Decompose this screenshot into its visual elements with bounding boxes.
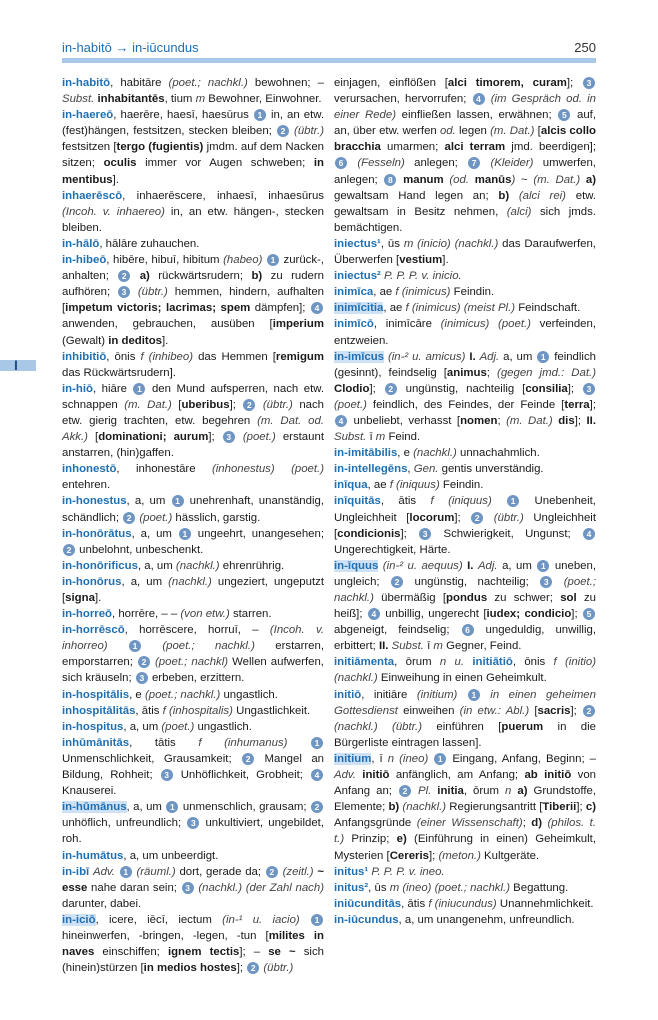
thumb-index-tab <box>0 357 36 373</box>
example-phrase: manūs <box>474 173 512 186</box>
sense-number-badge: 2 <box>385 383 397 395</box>
dictionary-entry: initium, ī n (ineo) 1 Eingang, Anfang, Beginn; – Adv. initiō anfänglich, am Anfang; ab initiō von Anfang an; 2 Pl. initia, ōrum n a) Grundstoffe, Elemente; b) (nachkl.) Regierungsantritt [Tiberii]; c) Anfangsgründe (einer Wissenschaft); d) (philos. t. t.) Prinzip; e) (Einführung in einen) Geheimkult, Mysterien [Cereris]; (meton.) Kultgeräte. <box>334 752 597 862</box>
grammar-note: f (iniquus) <box>389 479 440 492</box>
headword: in-hiō <box>62 382 93 395</box>
dictionary-entry: in-honōrus, a, um (nachkl.) ungeziert, ungeputzt [signa]. <box>62 575 324 604</box>
headword: in-honōrificus <box>62 559 138 572</box>
dictionary-entry: inimīcō, inimīcāre (inimicus) (poet.) verfeinden, entzweien. <box>334 318 597 347</box>
grammar-note: f (inhospitalis) <box>162 704 233 717</box>
grammar-note: (nachkl.) (übtr.) <box>334 720 422 733</box>
sense-number-badge: 4 <box>311 302 323 314</box>
dictionary-entry: inhonestō, inhonestāre (inhonestus) (poet.) entehren. <box>62 463 324 492</box>
dictionary-entry: in-imitābilis, e (nachkl.) unnachahmlich. <box>334 447 540 460</box>
grammar-note: (in-¹ u. iacio) <box>222 913 300 926</box>
headword: initiāmenta <box>334 656 395 669</box>
grammar-note: (übtr.) <box>493 511 524 524</box>
dictionary-column-right <box>334 75 596 928</box>
example-phrase: alcis collo bracchia <box>334 125 596 154</box>
sense-number-badge: 4 <box>473 93 485 105</box>
example-phrase: inhabitantēs <box>97 93 165 106</box>
example-phrase: condicionis <box>337 527 401 540</box>
sense-number-badge: 2 <box>63 544 75 556</box>
sense-number-badge: 2 <box>277 125 289 137</box>
sense-number-badge: 2 <box>247 962 259 974</box>
sense-number-badge: 2 <box>123 512 135 524</box>
example-phrase: b) <box>498 189 510 202</box>
headword: inhospitālitās <box>62 704 136 717</box>
dictionary-entry: in-hibeō, hibēre, hibuī, hibitum (habeo) 1 zurück-, anhalten; 2 a) rückwärtsrudern; b) zu rudern aufhören; 3 (übtr.) hemmen, hindern, aufhalten [impetum victoris; lacrimas; spem dämpfen]; 4 anwenden, gebrauchen, ausüben [imperium (Gewalt) in deditos]. <box>62 254 324 347</box>
dictionary-entry: in-haereō, haerēre, haesī, haesūrus 1 in, an etw. (fest)hängen, festsitzen, stecken bleiben; 2 (übtr.) festsitzen [tergo (fugientis) jmdm. auf dem Nacken sitzen; oculis immer vor Augen schweben; in mentibus]. <box>62 109 325 186</box>
sense-number-badge: 1 <box>172 495 184 507</box>
grammar-note: m <box>375 431 386 444</box>
example-phrase: ignem tectis <box>167 946 240 959</box>
sense-number-badge: 1 <box>166 801 178 813</box>
dictionary-entry: initiāmenta, ōrum n u. initiātiō, ōnis f (initio) (nachkl.) Einweihung in einen Geheimkult. <box>334 656 597 685</box>
example-phrase: in deditos <box>108 334 162 347</box>
headword: initium <box>334 752 372 765</box>
sense-number-badge: 1 <box>434 753 446 765</box>
running-header <box>62 38 596 60</box>
sense-number-badge: 2 <box>311 801 323 813</box>
grammar-note: Subst. <box>62 93 95 106</box>
grammar-note: in einen geheimen Gottesdienst <box>334 688 596 717</box>
grammar-note: m (inicio) (nachkl.) <box>403 237 499 250</box>
sense-number-badge: 2 <box>399 785 411 797</box>
headword: in-īquus <box>334 559 379 572</box>
sense-number-badge: 1 <box>507 495 519 507</box>
sense-number-badge: 2 <box>583 705 595 717</box>
grammar-note: (poet.) <box>139 511 173 524</box>
grammar-note: m (ineo) (poet.; nachkl.) <box>389 881 510 894</box>
sense-number-badge: 6 <box>335 157 347 169</box>
example-phrase: ab initiō <box>524 769 572 782</box>
grammar-note: Subst. <box>334 431 367 444</box>
grammar-note: Adv. <box>92 865 115 878</box>
dictionary-entry: initus², ūs m (ineo) (poet.; nachkl.) Begattung. <box>334 881 569 894</box>
grammar-note: (meton.) <box>438 849 481 862</box>
headword: in-hūmānus <box>62 801 127 814</box>
example-phrase: vestium <box>399 254 443 267</box>
headword: inīqua <box>334 479 368 492</box>
dictionary-entry: in-hospitālis, e (poet.; nachkl.) ungastlich. <box>62 688 278 701</box>
headword: in-imitābilis <box>334 447 398 460</box>
grammar-note: (m. Dat. od. Akk.) <box>62 414 324 444</box>
example-phrase: II. <box>586 414 597 427</box>
grammar-note: f (iniucundus) <box>428 897 497 910</box>
grammar-note: (habeo) <box>223 254 263 267</box>
headword: in-hospitus <box>62 720 124 733</box>
example-phrase: signa <box>65 592 95 604</box>
example-phrase: nomen <box>460 414 498 427</box>
grammar-note: (von etw.) <box>180 608 230 621</box>
sense-number-badge: 1 <box>267 254 279 266</box>
grammar-note: Adj. <box>477 559 498 572</box>
example-phrase: ~ esse <box>62 865 325 894</box>
dictionary-entry: in-humātus, a, um unbeerdigt. <box>62 849 219 862</box>
grammar-note: Subst. <box>391 640 424 653</box>
grammar-note: (räuml.) <box>136 865 176 878</box>
dictionary-entry: inimīca, ae f (inimicus) Feindin. <box>334 286 495 299</box>
headword: in-hospitālis <box>62 688 130 701</box>
example-phrase: a) <box>517 785 528 798</box>
sense-number-badge: 2 <box>391 576 403 588</box>
dictionary-entry: in-honestus, a, um 1 unehrenhaft, unanständig, schändlich; 2 (poet.) hässlich, garstig. <box>62 495 325 524</box>
grammar-note: Adj. <box>479 350 500 363</box>
page-number: 250 <box>574 40 596 55</box>
grammar-note: (inhonestus) (poet.) <box>211 463 324 476</box>
sense-number-badge: 3 <box>136 672 148 684</box>
example-phrase: alci timorem, curam <box>447 77 567 89</box>
dictionary-entry: in-iciō, icere, iēcī, iectum (in-¹ u. iacio) 1 hineinwerfen, -bringen, -legen, -tun [milites in naves einschiffen; ignem tectis]; – se ~ sich (hinein)stürzen [in medios hostes]; 2 (übtr.) <box>62 913 325 975</box>
headword: iniūcunditās <box>334 897 402 910</box>
headword: inimīcitia <box>334 302 384 315</box>
grammar-note: (poet.; nachkl) <box>155 656 229 669</box>
example-phrase: II. <box>378 640 389 653</box>
dictionary-entry: in-horreō, horrēre, – – (von etw.) starren. <box>62 608 272 621</box>
grammar-note: (m. Dat.) <box>490 125 535 138</box>
grammar-note: n (ineo) <box>387 752 429 765</box>
grammar-note: P. P. P. v. ineo. <box>371 865 445 878</box>
dictionary-entry: inhospitālitās, ātis f (inhospitalis) Ungastlichkeit. <box>62 704 311 717</box>
example-phrase: dominationi; aurum <box>98 431 209 444</box>
example-phrase: pondus <box>446 592 488 604</box>
grammar-note: n <box>505 785 512 798</box>
dictionary-entry: inīqua, ae f (iniquus) Feindin. <box>334 479 484 492</box>
headword: initus² <box>334 881 369 894</box>
sense-number-badge: 1 <box>537 560 549 572</box>
example-phrase: tergo (fugientis) <box>116 141 204 154</box>
sense-number-badge: 3 <box>223 431 235 443</box>
example-phrase: sol <box>560 592 577 604</box>
headword: initiō <box>334 688 362 701</box>
sense-number-badge: 2 <box>242 753 254 765</box>
grammar-note: f (iniquus) <box>430 495 492 508</box>
grammar-note: f (inhumanus) <box>198 736 288 749</box>
example-phrase: initiō <box>362 769 390 782</box>
grammar-note: (in etw.: Abl.) <box>459 704 530 717</box>
grammar-note: (übtr.) <box>294 125 324 138</box>
headword: in-hālō <box>62 237 100 250</box>
headword: inhūmānitās <box>62 736 130 749</box>
headword: in-hibeō <box>62 254 107 267</box>
sense-number-badge: 4 <box>335 415 347 427</box>
grammar-note: (od. <box>449 173 470 186</box>
dictionary-entry <box>334 268 596 284</box>
headword: in-horreō <box>62 608 112 621</box>
dictionary-entry: inimīcitia, ae f (inimicus) (meist Pl.) Feindschaft. <box>334 302 581 315</box>
grammar-note: (einer Wissenschaft) <box>416 817 523 830</box>
grammar-note: (nachkl.) <box>413 447 457 460</box>
example-phrase: iudex; condicio <box>486 608 572 621</box>
sense-number-badge: 1 <box>311 737 323 749</box>
grammar-note: m <box>195 93 206 106</box>
grammar-note: (m. Dat.) <box>506 414 553 427</box>
sense-number-badge: 7 <box>468 157 480 169</box>
dictionary-entry: in-hiō, hiāre 1 den Mund aufsperren, nach etw. schnappen (m. Dat.) [uberibus]; 2 (übtr.) nach etw. gierig trachten, etw. begehren (m. Dat. od. Akk.) [dominationi; aurum]; 3 (poet.) erstaunt anstarren, (hin)gaffen. <box>62 382 325 460</box>
example-phrase: initia <box>437 785 464 798</box>
example-phrase: oculis <box>103 157 137 170</box>
grammar-note: (poet.; nachkl.) <box>162 640 255 653</box>
headword: inhibitiō <box>62 350 107 363</box>
sense-number-badge: 3 <box>419 528 431 540</box>
example-phrase: impetum victoris; lacrimas; spem <box>65 302 251 315</box>
example-phrase: c) <box>585 801 597 814</box>
grammar-note: (Incoh. v. inhorreo) <box>62 624 324 653</box>
example-phrase: Tiberii <box>542 801 577 814</box>
grammar-note: (alci rei) <box>518 189 566 202</box>
dictionary-entry: in-horrēscō, horrēscere, horruī, – (Incoh. v. inhorreo) 1 (poet.; nachkl.) erstarren, emporstarren; 2 (poet.; nachkl) Wellen aufwerfen, sich kräuseln; 3 erbeben, erzittern. <box>62 624 324 685</box>
example-phrase: puerum <box>501 720 544 733</box>
example-phrase: b) <box>388 801 400 814</box>
grammar-note: Adv. <box>334 769 356 782</box>
grammar-note: (nachkl.) <box>175 559 220 572</box>
example-phrase: milites in naves <box>62 929 325 959</box>
headword: in-horrēscō <box>62 624 125 637</box>
example-phrase: terra <box>564 398 590 411</box>
sense-number-badge: 1 <box>537 351 549 363</box>
grammar-note: (poet.; nachkl.) <box>168 77 248 89</box>
grammar-note: (nachkl.) <box>168 575 212 588</box>
grammar-note: (übtr.) <box>262 398 293 411</box>
headword: in-haereō <box>62 109 114 122</box>
grammar-note: (übtr.) <box>137 286 168 299</box>
sense-number-badge: 1 <box>311 914 323 926</box>
sense-number-badge: 3 <box>187 817 199 829</box>
sense-number-badge: 3 <box>583 77 595 89</box>
headword: inimīcō <box>334 318 374 331</box>
example-phrase: manum <box>403 173 444 186</box>
grammar-note: (Incoh. v. inhaereo) <box>62 205 165 218</box>
sense-number-badge: 1 <box>133 383 145 395</box>
grammar-note: (im Gespräch od. in einer Rede) <box>334 93 596 122</box>
grammar-note: (nachkl.) (der Zahl nach) <box>198 881 324 894</box>
example-phrase: a) <box>585 173 597 186</box>
grammar-note: (in-² u. amicus) <box>387 350 466 363</box>
grammar-note: (übtr.) <box>263 962 294 975</box>
dictionary-entry: initiō, initiāre (initium) 1 in einen geheimen Gottesdienst einweihen (in etw.: Abl.) [sacris]; 2 (nachkl.) (übtr.) einführen [puerum in die Bürgerliste eintragen lassen]. <box>334 688 596 749</box>
dictionary-entry: in-intellegēns, Gen. gentis unverständig. <box>334 463 544 476</box>
dictionary-entry: in-hālō, hālāre zuhauchen. <box>62 237 200 250</box>
dictionary-entry: in-iūcundus, a, um unangenehm, unfreundlich. <box>334 913 575 926</box>
headword: inhaerēscō <box>62 189 123 202</box>
sense-number-badge: 2 <box>243 399 255 411</box>
sense-number-badge: 8 <box>384 174 396 186</box>
grammar-note: (poet.) <box>161 720 195 733</box>
dictionary-entry: in-hūmānus, a, um 1 unmenschlich, grausam; 2 unhöflich, unfreundlich; 3 unkultiviert, ungebildet, roh. <box>62 801 324 846</box>
example-phrase: a) <box>139 270 150 283</box>
grammar-note: (nachkl.) <box>402 801 447 814</box>
grammar-note: n u. <box>439 656 465 669</box>
example-phrase: I. <box>469 350 476 363</box>
grammar-note: (initium) <box>416 688 458 701</box>
sense-number-badge: 1 <box>129 640 141 652</box>
headword: in-honōrātus <box>62 527 132 540</box>
dictionary-entry <box>334 864 596 880</box>
sense-number-badge: 3 <box>161 769 173 781</box>
headword: in-iciō <box>62 913 96 926</box>
dictionary-entry: in-ibī Adv. 1 (räuml.) dort, gerade da; 2 (zeitl.) ~ esse nahe daran sein; 3 (nachkl.) (der Zahl nach) darunter, dabei. <box>62 865 325 910</box>
grammar-note: (alci) <box>506 205 532 218</box>
sense-number-badge: 5 <box>558 109 570 121</box>
sense-number-badge: 4 <box>368 608 380 620</box>
sense-number-badge: 2 <box>138 656 150 668</box>
sense-number-badge: 5 <box>583 608 595 620</box>
headword: in-intellegēns <box>334 463 408 476</box>
grammar-note: (m. Dat.) <box>124 398 172 411</box>
sense-number-badge: 3 <box>540 576 552 588</box>
headword: initus¹ <box>334 865 369 878</box>
headword: inīquitās <box>334 495 381 508</box>
header-rule <box>62 58 596 63</box>
dictionary-column-left <box>62 75 324 976</box>
dictionary-entry: inhibitiō, ōnis f (inhibeo) das Hemmen [remigum das Rückwärtsrudern]. <box>62 350 325 379</box>
example-phrase: in mentibus <box>62 157 324 186</box>
grammar-note: (poet.) <box>242 431 276 444</box>
sense-number-badge: 1 <box>254 109 266 121</box>
grammar-note: (zeitl.) <box>282 865 314 878</box>
grammar-note: (gegen jmd.: Dat.) <box>497 366 596 379</box>
grammar-note: m <box>433 640 443 653</box>
grammar-note: (poet.; nachkl.) <box>334 575 596 604</box>
sense-number-badge: 1 <box>120 866 132 878</box>
example-phrase: uberibus <box>181 398 230 411</box>
example-phrase: locorum <box>409 511 455 524</box>
headword: iniectus² <box>334 270 381 283</box>
grammar-note: f (inhibeo) <box>140 350 194 363</box>
headword: in-iūcundus <box>334 913 399 926</box>
grammar-note: od. <box>439 125 456 138</box>
sense-number-badge: 1 <box>179 528 191 540</box>
example-phrase: animus <box>446 366 487 379</box>
dictionary-entry: inhūmānitās, tātis f (inhumanus) 1 Unmenschlichkeit, Grausamkeit; 2 Mangel an Bildung, Rohheit; 3 Unhöflichkeit, Grobheit; 4 Knauserei. <box>62 736 324 798</box>
sense-number-badge: 2 <box>471 512 483 524</box>
grammar-note: (Kleider) <box>490 157 534 170</box>
grammar-note: (in-² u. aequus) <box>382 559 463 572</box>
headword: in-honestus <box>62 495 127 508</box>
headword: in-ibī <box>62 865 90 878</box>
grammar-note: P. P. P. v. inicio. <box>384 270 462 283</box>
grammar-note: (m. Dat.) <box>533 173 581 186</box>
dictionary-entry: iniūcunditās, ātis f (iniucundus) Unannehmlichkeit. <box>334 897 594 910</box>
headword: inimīca <box>334 286 374 299</box>
sense-number-badge: 4 <box>583 528 595 540</box>
grammar-note: f (inimicus) <box>395 286 451 299</box>
headword: in-honōrus <box>62 575 122 588</box>
example-phrase: dis <box>558 414 575 427</box>
dictionary-entry: in-habitō, habitāre (poet.; nachkl.) bewohnen; – Subst. inhabitantēs, tium m Bewohner, Einwohner. <box>62 77 324 106</box>
grammar-note: (Fesseln) <box>357 157 405 170</box>
dictionary-entry: inīquitās, ātis f (iniquus) 1 Unebenheit, Ungleichheit [locorum]; 2 (übtr.) Ungleichheit [condicionis]; 3 Schwierigkeit, Ungunst; 4 Ungerechtigkeit, Härte. <box>334 495 597 556</box>
example-phrase: I. <box>467 559 474 572</box>
grammar-note: ) <box>511 173 516 186</box>
example-phrase: in medios hostes <box>143 962 237 975</box>
grammar-note: Gen. <box>413 463 439 476</box>
dictionary-entry: iniectus¹, ūs m (inicio) (nachkl.) das Daraufwerfen, Überwerfen [vestium]. <box>334 237 596 267</box>
example-phrase: Cereris <box>389 849 429 862</box>
example-phrase: Clodio <box>334 382 370 395</box>
dictionary-entry: in-hospitus, a, um (poet.) ungastlich. <box>62 720 252 733</box>
grammar-note: (poet.; nachkl.) <box>144 688 221 701</box>
entry-continuation: einjagen, einflößen [alci timorem, curam]; 3 verursachen, hervorrufen; 4 (im Gespräch od. in einer Rede) einfließen lassen, erwähnen; 5 auf, an, über etw. werfen od. legen (m. Dat.) [alcis collo bracchia umarmen; alci terram jmd. beerdigen]; 6 (Fesseln) anlegen; 7 (Kleider) umwerfen, anlegen; 8 manum (od. manūs) ~ (m. Dat.) a) gewaltsam Hand legen an; b) (alci rei) etw. gewaltsam in Besitz nehmen, (alci) sich jmds. bemächtigen. <box>334 77 597 234</box>
headword: inhonestō <box>62 463 117 476</box>
dictionary-entry: in-honōrātus, a, um 1 ungeehrt, unangesehen; 2 unbelohnt, unbeschenkt. <box>62 527 325 556</box>
example-phrase: e) <box>396 833 407 846</box>
grammar-note: f (inimicus) (meist Pl.) <box>405 302 516 315</box>
sense-number-badge: 2 <box>118 270 130 282</box>
example-phrase: se ~ <box>268 946 296 959</box>
headword: initiātiō <box>472 656 513 669</box>
example-phrase: b) <box>251 270 263 283</box>
headword: in-imīcus <box>334 350 385 363</box>
example-phrase: d) <box>531 817 543 830</box>
grammar-note: (inimicus) (poet.) <box>440 318 531 331</box>
sense-number-badge: 3 <box>583 383 595 395</box>
grammar-note: Pl. <box>417 785 432 798</box>
example-phrase: consilia <box>525 382 568 395</box>
headword: in-humātus <box>62 849 124 862</box>
example-phrase: imperium <box>272 318 324 331</box>
header-entry-range: in-habitō → in-iūcundus <box>62 40 199 55</box>
dictionary-entry: in-honōrificus, a, um (nachkl.) ehrenrührig. <box>62 559 285 572</box>
grammar-note: (philos. t. t.) <box>334 817 596 846</box>
sense-number-badge: 3 <box>118 286 130 298</box>
example-phrase: alci terram <box>444 141 506 154</box>
sense-number-badge: 4 <box>311 769 323 781</box>
example-phrase: sacris <box>537 704 571 717</box>
sense-number-badge: 1 <box>468 689 480 701</box>
example-phrase: remigum <box>275 350 325 363</box>
thumb-index-letter: I <box>14 357 18 373</box>
dictionary-entry: in-īquus (in-² u. aequus) I. Adj. a, um 1 uneben, ungleich; 2 ungünstig, nachteilig; 3 (poet.; nachkl.) übermäßig [pondus zu schwer; sol zu heiß]; 4 unbillig, ungerecht [iudex; condicio]; 5 abgeneigt, feindselig; 6 ungeduldig, unwillig, erbittert; II. Subst. ī m Gegner, Feind. <box>334 559 596 653</box>
dictionary-entry: inhaerēscō, inhaerēscere, inhaesī, inhaesūrus (Incoh. v. inhaereo) in, an etw. hängen-, stecken bleiben. <box>62 189 324 234</box>
grammar-note: f (initio) (nachkl.) <box>334 656 597 685</box>
sense-number-badge: 2 <box>266 866 278 878</box>
dictionary-entry: in-imīcus (in-² u. amicus) I. Adj. a, um 1 feindlich (gesinnt), feindselig [animus; (gegen jmd.: Dat.) Clodio]; 2 ungünstig, nachteilig [consilia]; 3 (poet.) feindlich, des Feindes, der Feinde [terra]; 4 unbeliebt, verhasst [nomen; (m. Dat.) dis]; II. Subst. ī m Feind. <box>334 350 597 444</box>
sense-number-badge: 6 <box>462 624 474 636</box>
grammar-note: (poet.) <box>334 398 367 411</box>
sense-number-badge: 3 <box>182 882 194 894</box>
headword: in-habitō <box>62 77 111 89</box>
headword: iniectus¹ <box>334 237 381 250</box>
